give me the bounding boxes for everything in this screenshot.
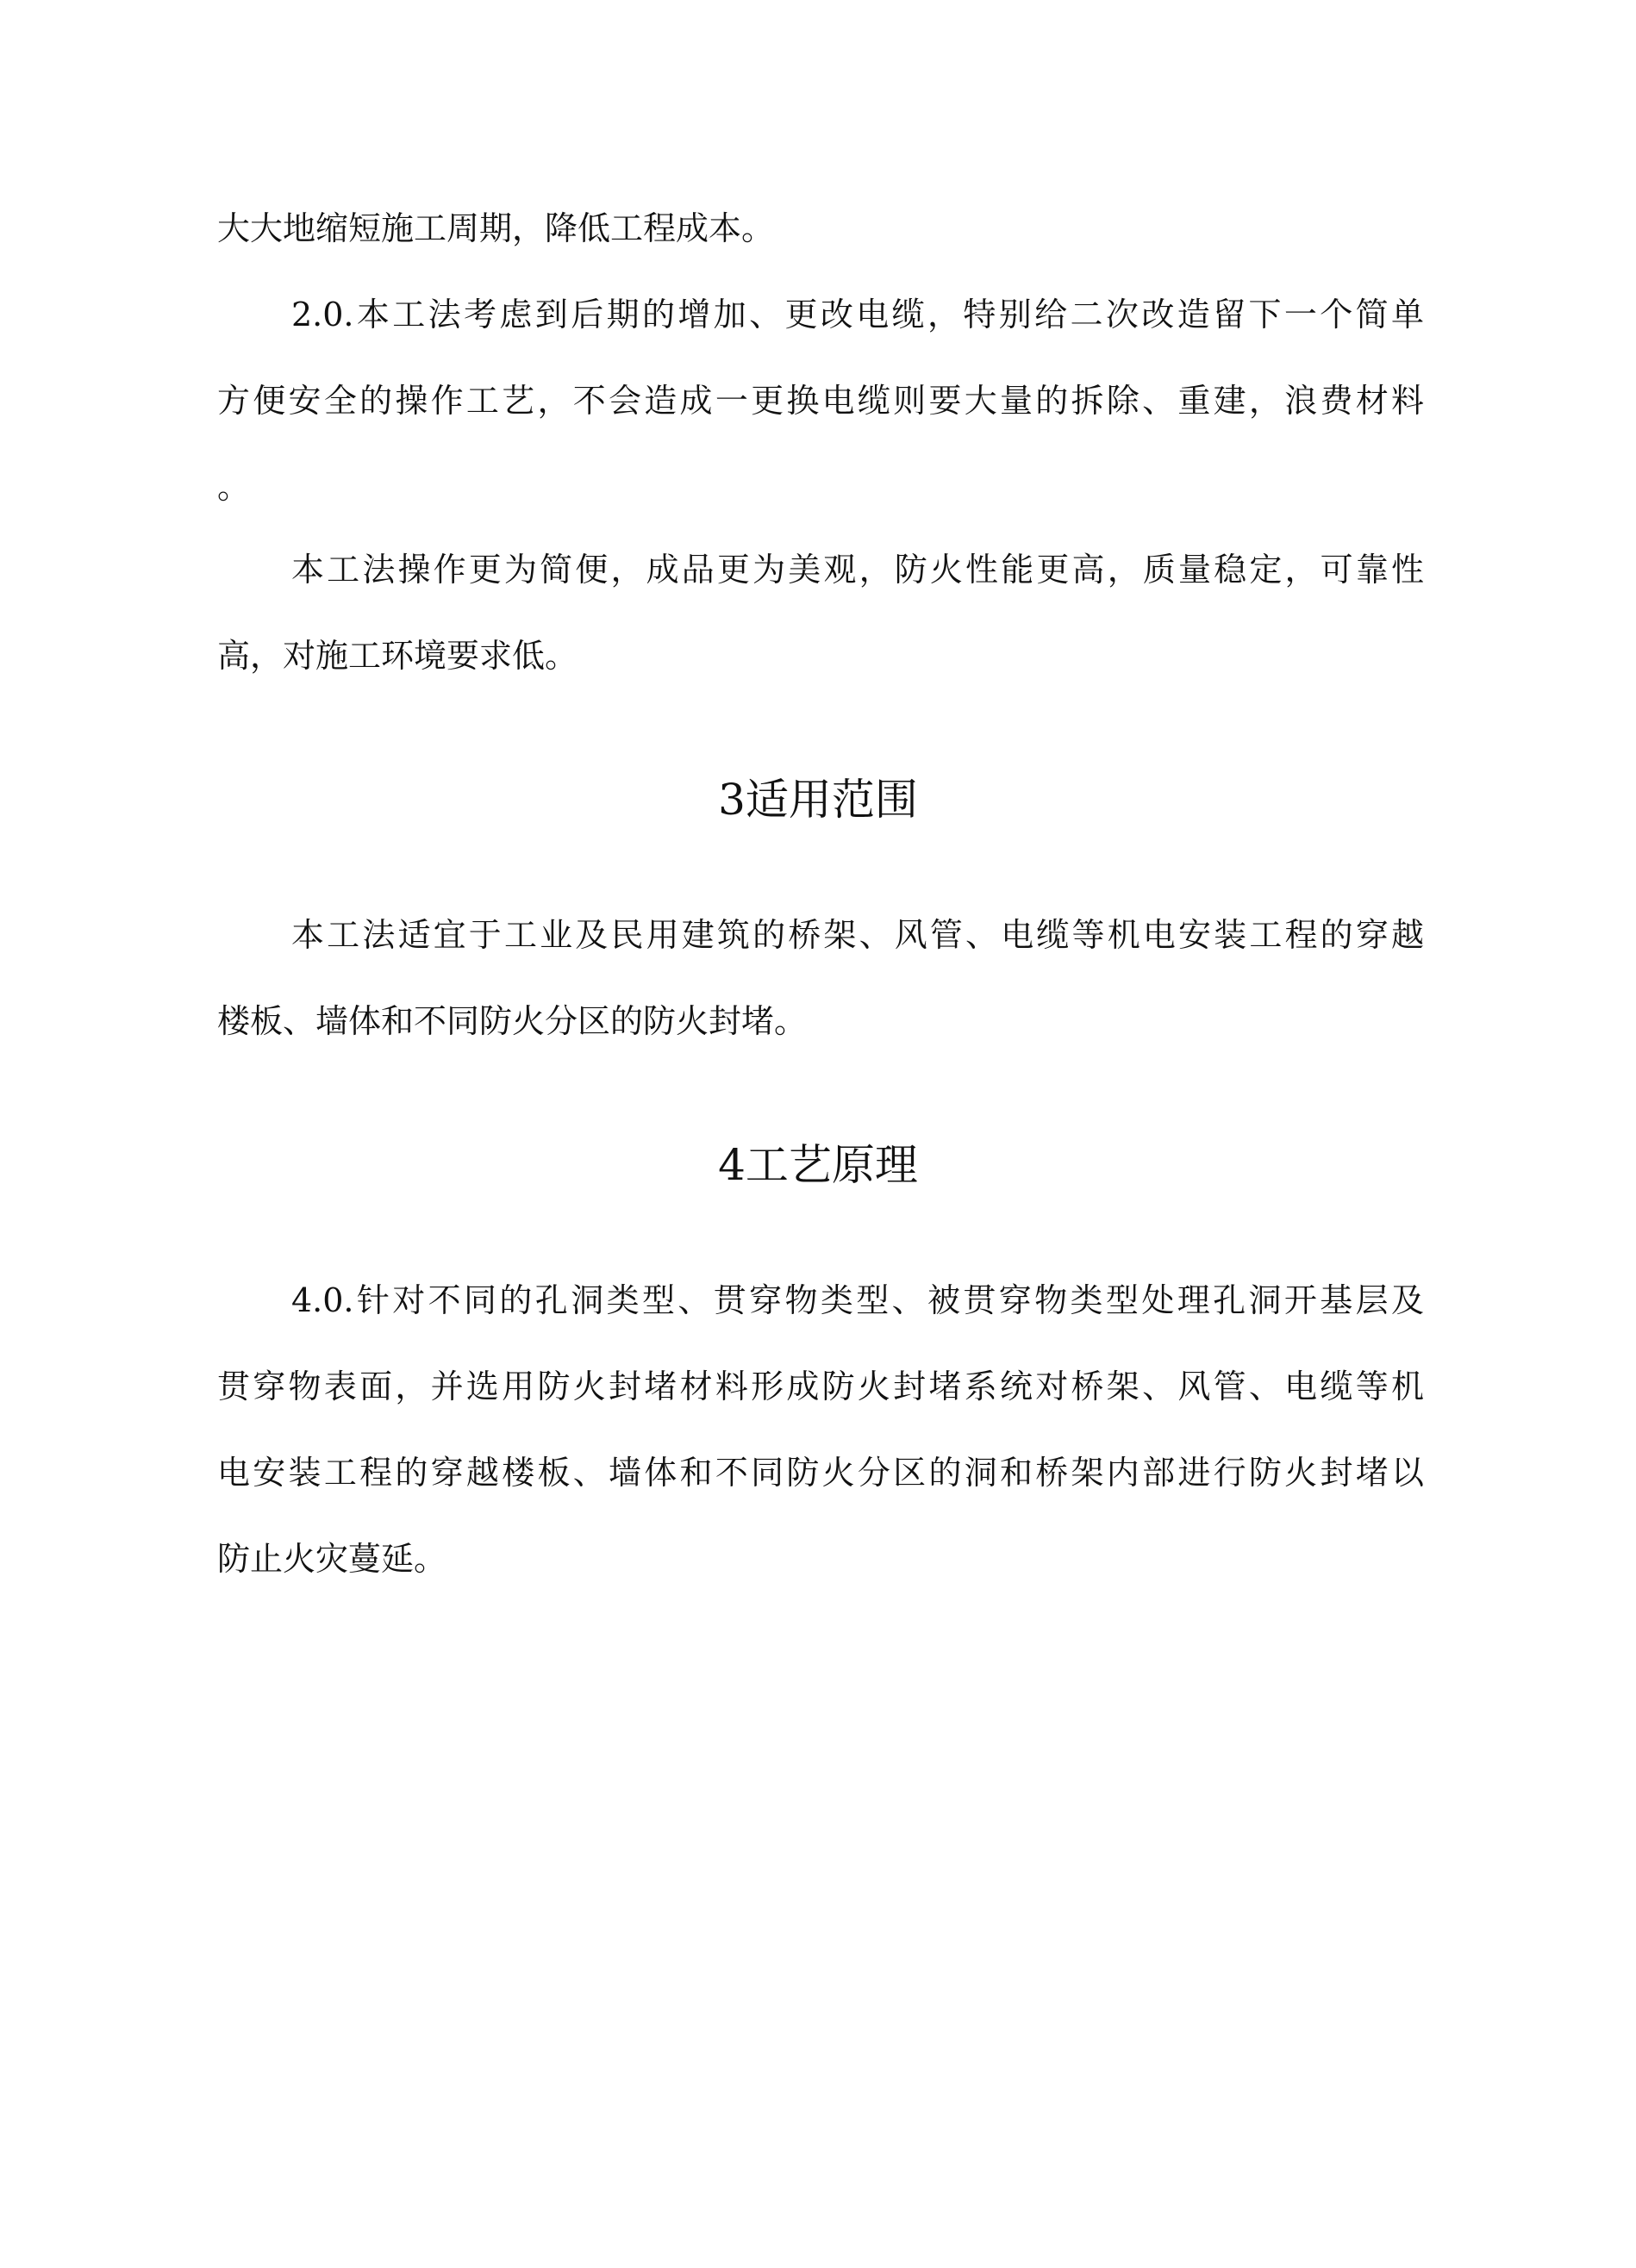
paragraph-5-line-2: 贯穿物表面，并选用防火封堵材料形成防火封堵系统对桥架、风管、电缆等机 bbox=[217, 1368, 1424, 1405]
paragraph-3-line-1: 本工法操作更为简便，成品更为美观，防火性能更高，质量稳定，可靠性 bbox=[291, 551, 1424, 589]
paragraph-5-line-1: 4.0.针对不同的孔洞类型、贯穿物类型、被贯穿物类型处理孔洞开基层及 bbox=[291, 1281, 1424, 1319]
paragraph-1-line-1: 大大地缩短施工周期，降低工程成本。 bbox=[217, 209, 775, 247]
paragraph-4-line-1: 本工法适宜于工业及民用建筑的桥架、风管、电缆等机电安装工程的穿越 bbox=[291, 916, 1424, 954]
paragraph-4-line-2: 楼板、墙体和不同防火分区的防火封堵。 bbox=[217, 1002, 808, 1040]
paragraph-3-line-2: 高，对施工环境要求低。 bbox=[217, 637, 578, 675]
section-heading-4: 4工艺原理 bbox=[718, 1140, 918, 1190]
paragraph-2-line-3: 。 bbox=[217, 468, 251, 506]
paragraph-2-line-2: 方便安全的操作工艺，不会造成一更换电缆则要大量的拆除、重建，浪费材料 bbox=[217, 382, 1424, 420]
paragraph-2-line-1: 2.0.本工法考虑到后期的增加、更改电缆，特别给二次改造留下一个简单 bbox=[291, 296, 1424, 333]
paragraph-5-line-3: 电安装工程的穿越楼板、墙体和不同防火分区的洞和桥架内部进行防火封堵以 bbox=[217, 1454, 1424, 1492]
paragraph-5-line-4: 防止火灾蔓延。 bbox=[217, 1540, 447, 1578]
section-heading-3: 3适用范围 bbox=[718, 775, 918, 825]
